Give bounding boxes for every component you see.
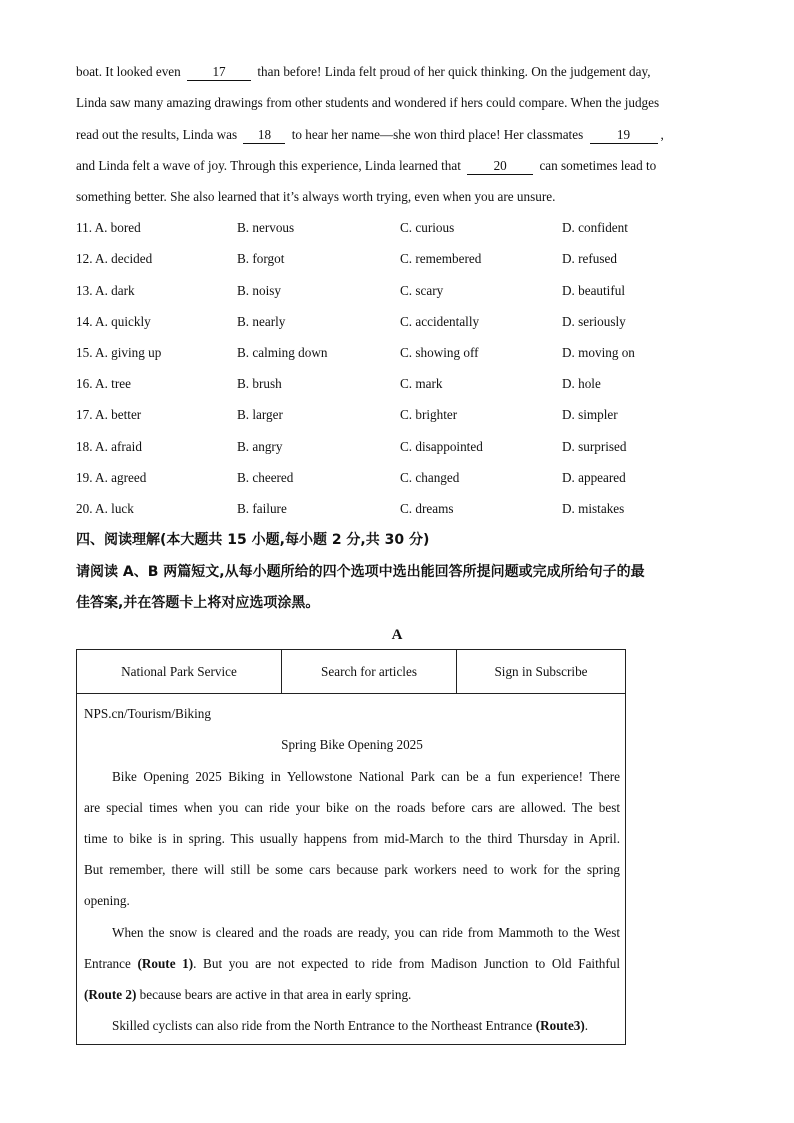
option-c: C. disappointed <box>400 439 483 454</box>
article-p3-line <box>84 1016 620 1036</box>
passage-text: , <box>660 127 664 142</box>
option-row <box>76 281 726 301</box>
option-b: B. angry <box>237 439 283 454</box>
option-a: 15. A. giving up <box>76 345 162 360</box>
route-1-label: (Route 1) <box>137 956 194 971</box>
article-p1-line: time to bike is in spring. This usually happens from mid-March to the third Thursday in April. <box>84 831 620 846</box>
article-text: because bears are active in that area in early spring. <box>136 987 412 1002</box>
option-row <box>76 249 726 269</box>
option-c: C. curious <box>400 220 455 235</box>
option-a: 13. A. dark <box>76 283 135 298</box>
option-c: C. brighter <box>400 407 458 422</box>
article-text: . But you are not expected to ride from Madison Junction to Old Faithful <box>193 956 620 971</box>
option-c: C. showing off <box>400 345 479 360</box>
article-header <box>77 650 625 694</box>
header-search-link[interactable]: Search for articles <box>321 664 417 679</box>
option-b: B. larger <box>237 407 283 422</box>
passage-line-1 <box>76 62 726 82</box>
route-2-label: (Route 2) <box>84 987 137 1002</box>
option-d: D. confident <box>562 220 628 235</box>
article-p1-line: Bike Opening 2025 Biking in Yellowstone National Park can be a fun experience! There <box>112 769 620 784</box>
passage-text: and Linda felt a wave of joy. Through this experience, Linda learned that <box>76 158 461 173</box>
option-c: C. changed <box>400 470 460 485</box>
article-text: Skilled cyclists can also ride from the North Entrance to the Northeast Entrance <box>112 1018 536 1033</box>
option-d: D. simpler <box>562 407 618 422</box>
article-text: Entrance <box>84 956 131 971</box>
option-a: 14. A. quickly <box>76 314 151 329</box>
article-title: Spring Bike Opening 2025 <box>281 737 423 752</box>
blank-19: 19 <box>590 127 658 144</box>
option-a: 19. A. agreed <box>76 470 147 485</box>
option-row <box>76 405 726 425</box>
passage-line-3 <box>76 125 726 145</box>
article-p1-line: are special times when you can ride your bike on the roads before cars are allowed. The best <box>84 800 620 815</box>
blank-18: 18 <box>243 127 285 144</box>
option-c: C. mark <box>400 376 443 391</box>
option-d: D. beautiful <box>562 283 625 298</box>
option-row <box>76 374 726 394</box>
option-c: C. scary <box>400 283 444 298</box>
option-row <box>76 312 726 332</box>
option-b: B. forgot <box>237 251 285 266</box>
option-d: D. moving on <box>562 345 635 360</box>
section-instruction-line-2: 佳答案,并在答题卡上将对应选项涂黑。 <box>76 595 320 611</box>
option-b: B. failure <box>237 501 287 516</box>
article-p1-line: opening. <box>84 893 130 908</box>
article-p2-line: When the snow is cleared and the roads are ready, you can ride from Mammoth to the West <box>112 925 620 940</box>
section-instruction-line-1: 请阅读 A、B 两篇短文,从每小题所给的四个选项中选出能回答所提问题或完成所给句子的最 <box>76 564 645 580</box>
option-b: B. calming down <box>237 345 328 360</box>
option-d: D. seriously <box>562 314 626 329</box>
passage-text: read out the results, Linda was <box>76 127 238 142</box>
option-a: 18. A. afraid <box>76 439 142 454</box>
option-row <box>76 218 726 238</box>
option-c: C. remembered <box>400 251 482 266</box>
option-row <box>76 437 726 457</box>
option-b: B. nervous <box>237 220 295 235</box>
option-a: 20. A. luck <box>76 501 134 516</box>
article-text: . <box>584 1018 589 1033</box>
passage-line-4 <box>76 156 726 176</box>
option-b: B. brush <box>237 376 282 391</box>
option-a: 12. A. decided <box>76 251 153 266</box>
passage-line-2: Linda saw many amazing drawings from other students and wondered if hers could compare. When the judges <box>76 95 660 110</box>
option-c: C. dreams <box>400 501 454 516</box>
blank-20: 20 <box>467 158 533 175</box>
header-signin-subscribe[interactable]: Sign in Subscribe <box>494 664 588 679</box>
route-3-label: (Route3) <box>535 1018 585 1033</box>
option-d: D. appeared <box>562 470 626 485</box>
option-a: 11. A. bored <box>76 220 141 235</box>
article-p1-line: But remember, there will still be some cars because park workers need to work for the spring <box>84 862 620 877</box>
option-row <box>76 468 726 488</box>
option-row <box>76 343 726 363</box>
option-d: D. refused <box>562 251 617 266</box>
passage-text: than before! Linda felt proud of her quick thinking. On the judgement day, <box>257 64 651 79</box>
article-p2-line <box>84 985 620 1005</box>
section-title: 四、阅读理解(本大题共 15 小题,每小题 2 分,共 30 分) <box>76 532 430 548</box>
option-b: B. nearly <box>237 314 286 329</box>
option-a: 17. A. better <box>76 407 142 422</box>
option-d: D. hole <box>562 376 601 391</box>
option-d: D. mistakes <box>562 501 625 516</box>
option-b: B. noisy <box>237 283 281 298</box>
article-p2-line <box>84 954 620 974</box>
option-row <box>76 499 726 519</box>
option-c: C. accidentally <box>400 314 480 329</box>
header-site-name: National Park Service <box>121 664 237 679</box>
passage-line-5: something better. She also learned that it’s always worth trying, even when you are unsure. <box>76 189 556 204</box>
option-d: D. surprised <box>562 439 627 454</box>
blank-17: 17 <box>187 64 251 81</box>
passage-text: boat. It looked even <box>76 64 181 79</box>
article-url: NPS.cn/Tourism/Biking <box>84 706 211 721</box>
option-b: B. cheered <box>237 470 294 485</box>
passage-text: to hear her name—she won third place! Her classmates <box>291 127 584 142</box>
passage-label: A <box>391 627 403 643</box>
option-a: 16. A. tree <box>76 376 131 391</box>
passage-text: can sometimes lead to <box>539 158 657 173</box>
article-box <box>76 649 626 1045</box>
